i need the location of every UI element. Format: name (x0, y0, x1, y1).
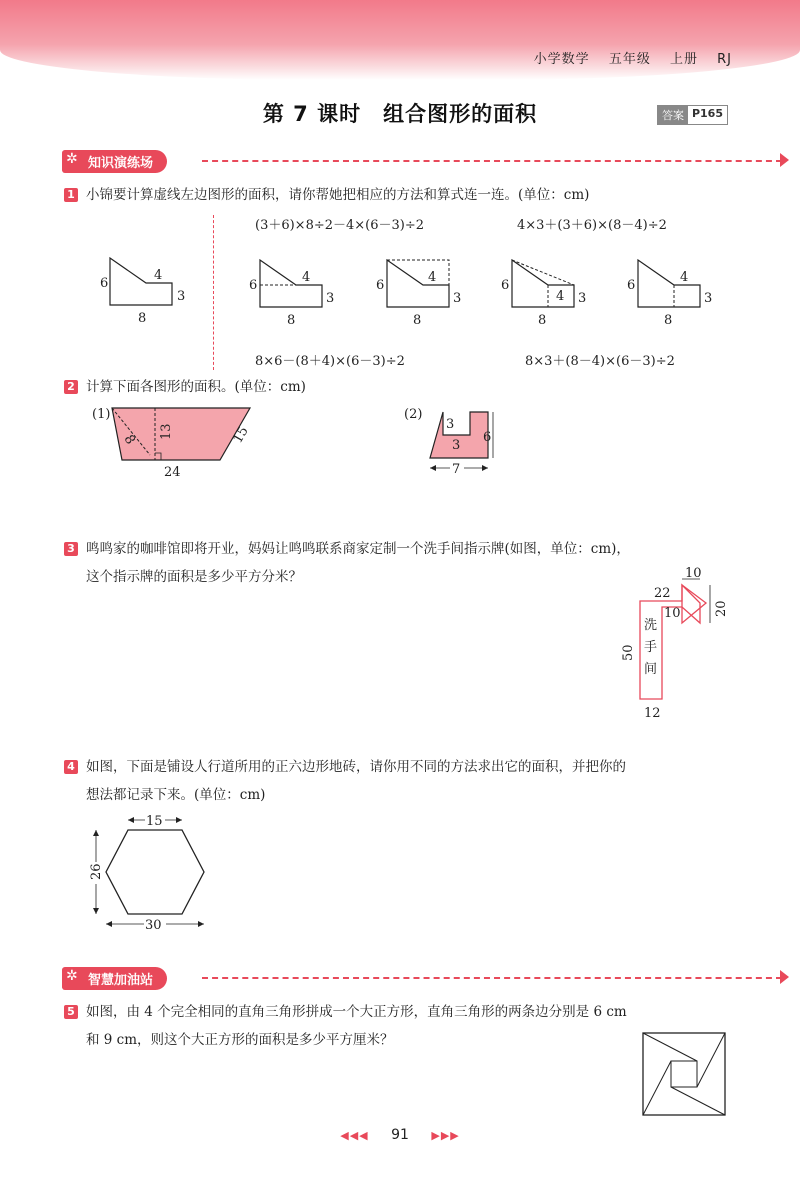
subject-label: 小学数学 (533, 52, 590, 67)
sign-figure (600, 565, 740, 725)
answer-label: 答案 (658, 106, 688, 124)
label-top: 22 (654, 586, 671, 601)
label-top-width: 10 (685, 566, 702, 581)
figure-method-c (501, 260, 586, 328)
sign-char: 间 (644, 662, 658, 677)
label-bottom: 12 (644, 706, 661, 721)
label-a: 3 (446, 417, 455, 432)
question-text: 想法都记录下来。(单位：cm) (86, 787, 266, 803)
figure-method-d (627, 260, 712, 328)
label-height: 13 (159, 423, 174, 440)
q1-figures (0, 250, 800, 330)
figure-original (100, 258, 185, 326)
label-height: 6 (501, 278, 510, 293)
section-pill (62, 967, 167, 990)
label-top: 4 (428, 270, 437, 285)
label-bottom: 8 (138, 311, 147, 326)
label-right: 3 (177, 289, 186, 304)
question-text: 计算下面各图形的面积。(单位：cm) (86, 379, 306, 395)
question-number: 2 (64, 380, 78, 394)
question-text: 鸣鸣家的咖啡馆即将开业，妈妈让鸣鸣联系商家定制一个洗手间指示牌(如图，单位：cm)， (86, 541, 630, 557)
label-height: 6 (249, 278, 258, 293)
header-band (0, 0, 800, 80)
label-top: 4 (154, 268, 163, 283)
pinwheel-square-figure (640, 1030, 730, 1120)
grade-label: 五年级 (608, 52, 651, 67)
question-text: 小锦要计算虚线左边图形的面积，请你帮她把相应的方法和算式连一连。(单位：cm) (86, 187, 590, 203)
section-title: 智慧加油站 (88, 972, 154, 988)
label-side: 15 (230, 424, 252, 446)
section-pill (62, 150, 167, 173)
label-bottom: 8 (413, 313, 422, 328)
expression: 8×3＋(8－4)×(6－3)÷2 (525, 354, 675, 369)
label-height: 6 (483, 430, 492, 445)
expression: 8×6－(8＋4)×(6－3)÷2 (255, 354, 405, 369)
answer-badge (657, 105, 728, 125)
section-dash-line (202, 977, 782, 979)
label-top: 4 (680, 270, 689, 285)
label-height: 6 (376, 278, 385, 293)
triangles-right-icon: ▶▶▶ (431, 1129, 460, 1142)
star-burst-icon: ✲ (66, 150, 78, 167)
label-inner: 10 (664, 606, 681, 621)
expression: (3＋6)×8÷2－4×(6－3)÷2 (255, 218, 425, 233)
edition-label: RJ (717, 52, 732, 67)
label-b: 3 (452, 438, 461, 453)
label-height: 26 (89, 863, 104, 880)
label-base: 7 (452, 462, 461, 477)
label-height: 50 (621, 644, 636, 661)
star-burst-icon: ✲ (66, 967, 78, 984)
sign-char: 手 (644, 640, 658, 655)
question-number: 5 (64, 1005, 78, 1019)
figure-trapezoid (92, 407, 252, 480)
question-number: 3 (64, 542, 78, 556)
question-number: 1 (64, 188, 78, 202)
label-right: 3 (578, 291, 587, 306)
arrow-right-icon (780, 153, 789, 167)
label-bottom: 8 (664, 313, 673, 328)
page-footer (0, 1127, 800, 1143)
question-text: 和 9 cm，则这个大正方形的面积是多少平方厘米？ (86, 1032, 394, 1048)
section-dash-line (202, 160, 782, 162)
figure-notched (404, 407, 493, 477)
label-top: 15 (146, 814, 163, 829)
label-right: 3 (326, 291, 335, 306)
label-top: 4 (556, 289, 565, 304)
label-base: 24 (164, 465, 181, 480)
figure-method-b (376, 260, 461, 328)
label-slant: 8 (120, 432, 138, 448)
section-bar-practice (62, 150, 167, 172)
label-width: 30 (145, 918, 162, 933)
label-top: 4 (302, 270, 311, 285)
volume-label: 上册 (669, 52, 698, 67)
arrow-right-icon (780, 970, 789, 984)
question-text: 如图，下面是铺设人行道所用的正六边形地砖，请你用不同的方法求出它的面积，并把你的 (86, 759, 626, 775)
section-bar-challenge (62, 967, 167, 989)
label-height: 6 (627, 278, 636, 293)
answer-page: P165 (691, 107, 723, 120)
label-height: 6 (100, 276, 109, 291)
question-text: 如图，由 4 个完全相同的直角三角形拼成一个大正方形，直角三角形的两条边分别是 6 cm (86, 1004, 627, 1020)
section-title: 知识演练场 (88, 155, 154, 171)
label-arrow-height: 20 (714, 600, 729, 617)
lesson-title: 第 7 课时 组合图形的面积 (262, 102, 538, 126)
expression: 4×3＋(3＋6)×(8－4)÷2 (517, 218, 667, 233)
label-right: 3 (704, 291, 713, 306)
label-bottom: 8 (538, 313, 547, 328)
sign-char: 洗 (644, 618, 658, 633)
sub-label: (1) (92, 407, 111, 422)
sub-label: (2) (404, 407, 423, 422)
label-right: 3 (453, 291, 462, 306)
hexagon-figure (80, 810, 240, 940)
figure-method-a (249, 260, 334, 328)
label-bottom: 8 (287, 313, 296, 328)
triangles-left-icon: ◀◀◀ (340, 1129, 369, 1142)
book-info (520, 48, 732, 67)
question-number: 4 (64, 760, 78, 774)
question-text: 这个指示牌的面积是多少平方分米？ (86, 569, 302, 585)
page-number: 91 (391, 1127, 409, 1143)
q2-figures (0, 400, 800, 480)
